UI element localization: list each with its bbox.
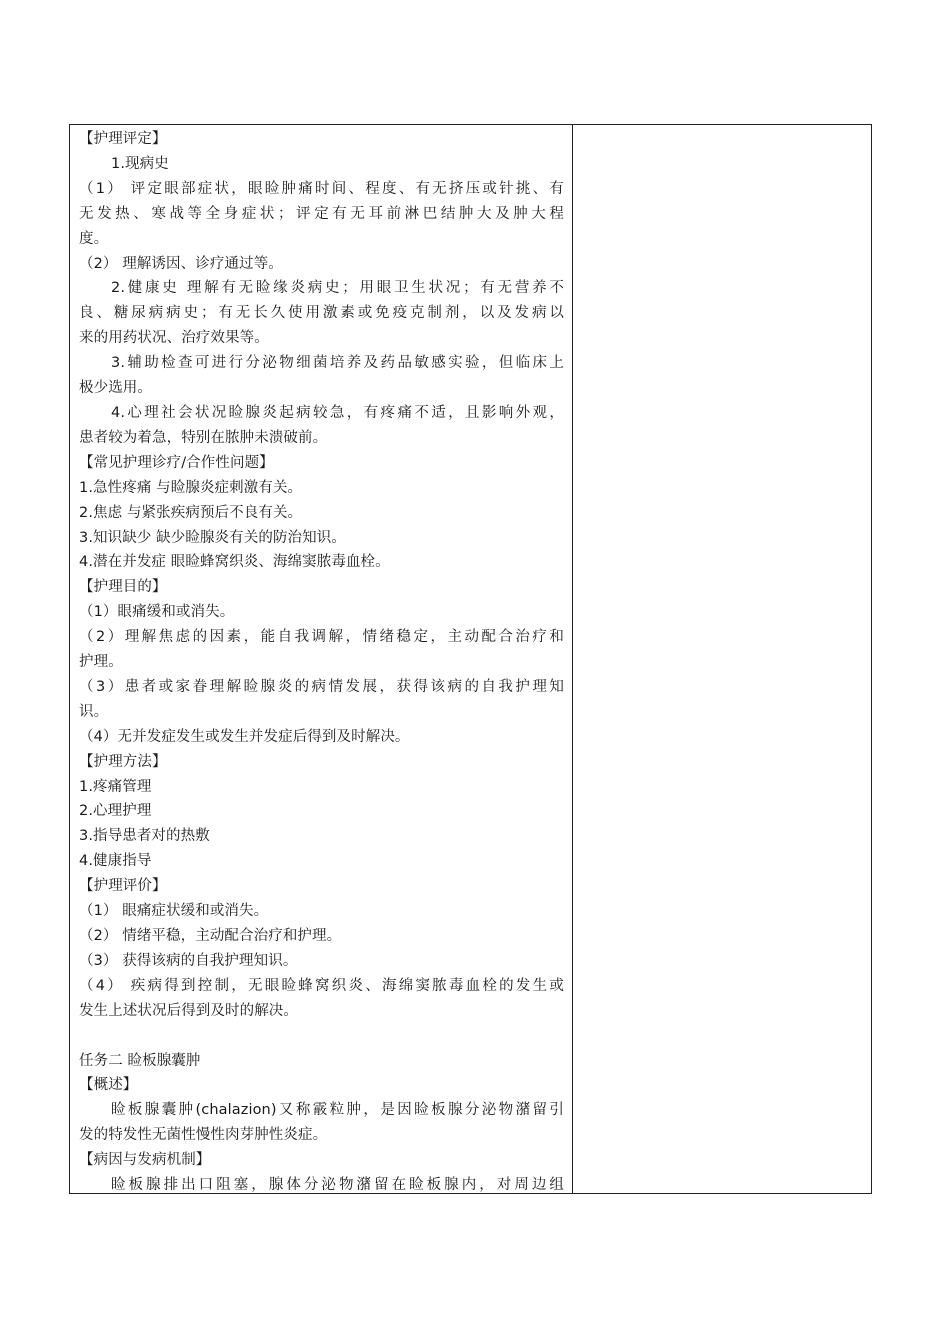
text-line: 3.知识缺少 缺少睑腺炎有关的防治知识。	[79, 529, 346, 546]
text-line: 1.急性疼痛 与睑腺炎症刺激有关。	[79, 479, 303, 496]
text-line: 【护理评定】	[79, 131, 167, 147]
text-line: 来的用药状况、治疗效果等。	[79, 330, 269, 347]
text-line: 【概述】	[79, 1077, 138, 1094]
text-line: 极少选用。	[79, 380, 152, 397]
text-line: （2） 理解诱因、诊疗通过等。	[79, 255, 283, 272]
text-line: （2）理解焦虑的因素，能自我调解，情绪稳定，主动配合治疗和	[79, 629, 564, 646]
notes-column	[573, 125, 871, 1193]
text-line: 发的特发性无菌性慢性肉芽肿性炎症。	[79, 1127, 328, 1144]
text-line: 无发热、寒战等全身症状；评定有无耳前淋巴结肿大及肿大程	[79, 205, 564, 222]
text-line	[79, 1024, 564, 1049]
text-line: 睑板腺囊肿(chalazion)又称霰粒肿，是因睑板腺分泌物潴留引	[111, 1102, 564, 1119]
text-line: 1.疼痛管理	[79, 778, 152, 795]
text-line: 2.健康史 理解有无睑缘炎病史；用眼卫生状况；有无营养不	[111, 280, 564, 297]
text-line: （1）眼痛缓和或消失。	[79, 604, 235, 621]
text-line: 患者较为着急，特别在脓肿未溃破前。	[79, 429, 328, 446]
text-line: 4.心理社会状况睑腺炎起病较急，有疼痛不适，且影响外观，	[111, 404, 564, 421]
text-line: 4.潜在并发症 眼睑蜂窝织炎、海绵窦脓毒血栓。	[79, 554, 390, 571]
text-line: 任务二 睑板腺囊肿	[79, 1052, 201, 1069]
text-line: 【护理目的】	[79, 579, 167, 596]
text-line: 3.指导患者对的热敷	[79, 828, 210, 845]
text-line: 3.辅助检查可进行分泌物细菌培养及药品敏感实验，但临床上	[111, 355, 564, 372]
text-line: 【护理方法】	[79, 753, 167, 770]
text-line: （1） 眼痛症状缓和或消失。	[79, 903, 269, 920]
text-line: 1.现病史	[111, 155, 169, 172]
text-line: 2.心理护理	[79, 803, 152, 820]
text-line: （3） 获得该病的自我护理知识。	[79, 952, 298, 969]
text-line: 发生上述状况后得到及时的解决。	[79, 1002, 298, 1019]
text-line: 4.健康指导	[79, 853, 152, 870]
text-line: 良、糖尿病病史；有无长久使用激素或免疫克制剂，以及发病以	[79, 305, 564, 322]
text-line: 度。	[79, 230, 109, 247]
text-line: （4）无并发症发生或发生并发症后得到及时解决。	[79, 728, 410, 745]
text-line: 2.焦虑 与紧张疾病预后不良有关。	[79, 504, 303, 521]
text-line: （3）患者或家眷理解睑腺炎的病情发展，获得该病的自我护理知	[79, 678, 564, 695]
text-line: （2） 情绪平稳，主动配合治疗和护理。	[79, 928, 342, 944]
document-table	[69, 124, 872, 1194]
text-line: 护理。	[79, 654, 123, 671]
text-line: 睑板腺排出口阻塞，腺体分泌物潴留在睑板腺内，对周边组	[111, 1177, 564, 1193]
text-line: 【病因与发病机制】	[79, 1152, 211, 1169]
text-line: 识。	[79, 703, 109, 720]
text-line: （1） 评定眼部症状，眼睑肿痛时间、程度、有无挤压或针挑、有	[79, 180, 564, 197]
text-line: 【护理评价】	[79, 878, 167, 895]
text-line: （4） 疾病得到控制，无眼睑蜂窝织炎、海绵窦脓毒血栓的发生或	[79, 977, 564, 994]
text-line: 【常见护理诊疗/合作性问题】	[79, 454, 274, 471]
content-column	[70, 125, 573, 1193]
